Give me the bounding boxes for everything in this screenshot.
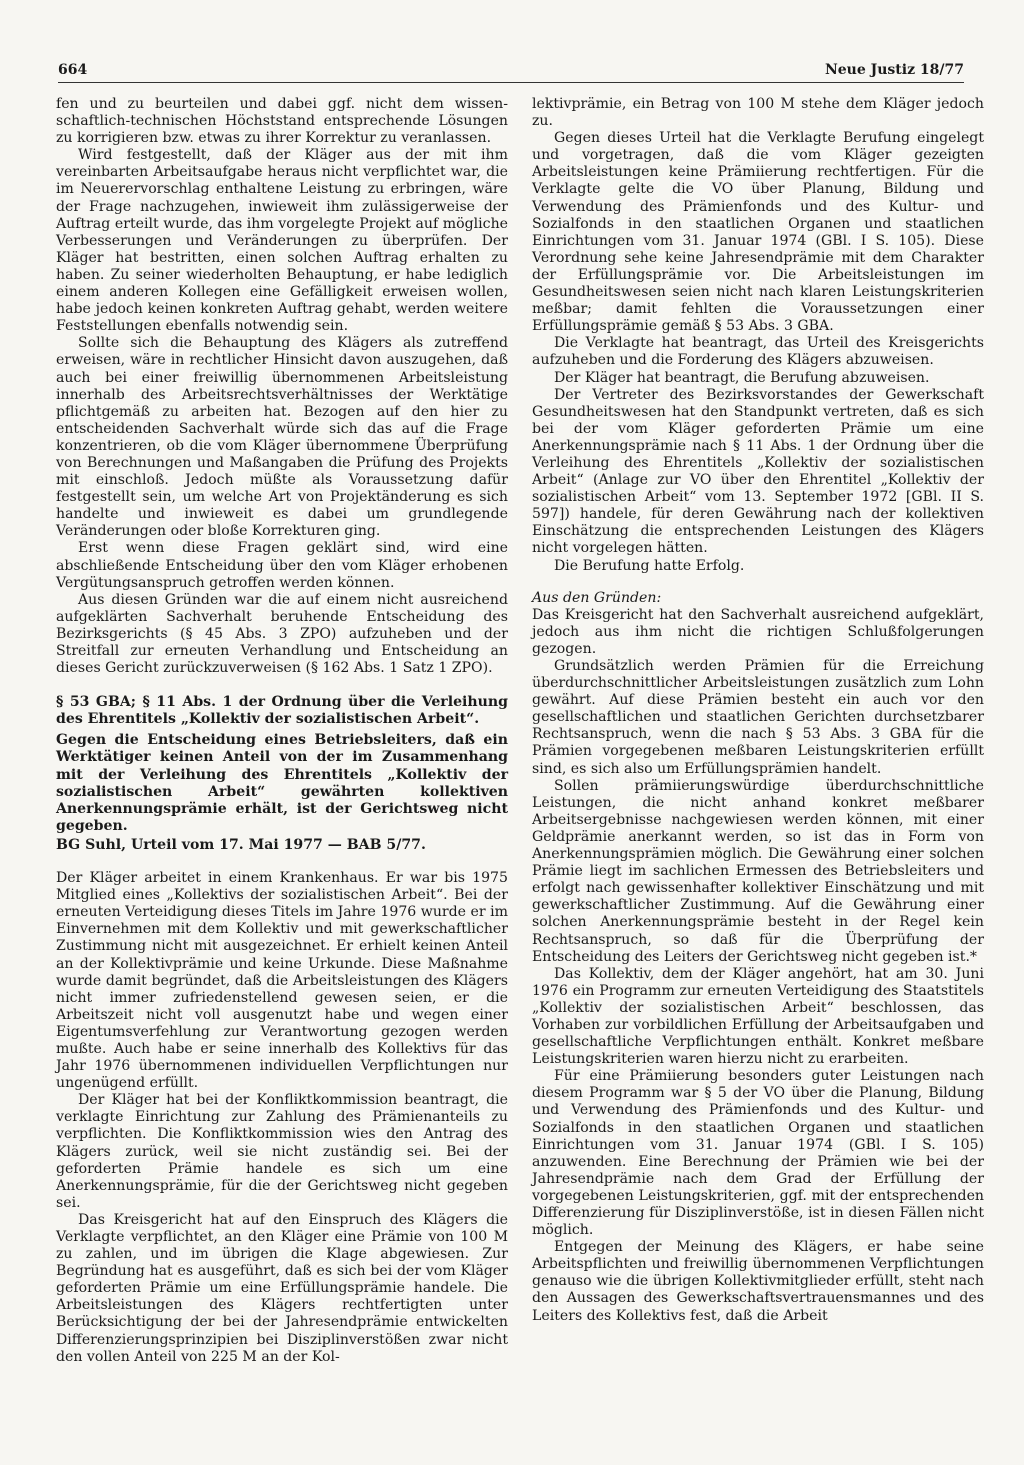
paragraph: Entgegen der Meinung des Klägers, er habe seine Arbeitspflichten und freiwillig übernommenen Verpflichtungen genauso wie die übrigen Kollektivmitglieder erfüllt, steht nach den Aussagen des Gewerkschaftsvertrauensmannes und des Leiters des Kollektivs fest, daß die Arbeit: [532, 1239, 984, 1324]
left-column: [56, 96, 508, 1366]
paragraph: Das Kreisgericht hat den Sachverhalt ausreichend aufgeklärt, jedoch aus ihm nicht die richtigen Schlußfolgerungen gezogen.: [532, 606, 984, 657]
section-heading: Aus den Gründen:: [532, 589, 662, 606]
paragraph: Wird festgestellt, daß der Kläger aus der mit ihm vereinbarten Arbeitsaufgabe heraus nicht verpflichtet war, die im Neuerervorschlag enthaltene Leistung zu erbringen, wäre der Frage nachzugehen, inwieweit ihm zulässigerweise der Auftrag erteilt wurde, das ihm vorgelegte Projekt auf mögliche Verbesserungen und Veränderungen zu überprüfen. Der Kläger hat bestritten, einen solchen Auftrag erhalten zu haben. Zu seiner wiederholten Behauptung, er habe lediglich einem anderen Kollegen eine Gefälligkeit erweisen wollen, habe jedoch keinen konkreten Auftrag gehabt, werden weitere Feststellungen ebenfalls notwendig sein.: [56, 147, 508, 335]
page-header: [58, 62, 964, 83]
headnote-text: Gegen die Entscheidung eines Betriebsleiters, daß ein Werktätiger keinen Anteil von der im Zusammenhang mit der Verleihung des Ehrentitels „Kollektiv der sozialistischen Arbeit“ gewährten kollektiven Anerkennungsprämie erhält, ist der Gerichtsweg nicht gegeben.: [56, 732, 508, 834]
paragraph: Der Vertreter des Bezirksvorstandes der Gewerkschaft Gesundheitswesen hat den Standpunkt vertreten, daß es sich bei der vom Kläger geforderten Prämie um eine Anerkennungsprämie nach § 11 Abs. 1 der Ordnung über die Verleihung des Ehrentitels „Kollektiv der sozialistischen Arbeit“ (Anlage zur VO über den Ehrentitel „Kollektiv der sozialistischen Arbeit“ vom 13. September 1972 [GBl. II S. 597]) handele, für deren Gewährung nach der kollektiven Einschätzung die entsprechenden Leistungen des Klägers nicht vorgelegen hätten.: [532, 386, 984, 557]
right-column: [532, 96, 984, 1325]
paragraph: Grundsätzlich werden Prämien für die Erreichung überdurchschnittlicher Arbeitsleistungen zusätzlich zum Lohn gewährt. Auf diese Prämien besteht ein auch vor den gesellschaftlichen und staatlichen Gerichten durchsetzbarer Rechtsanspruch, wenn die nach § 53 Abs. 3 GBA für die Prämien vorgegebenen meßbaren Leistungskriterien erfüllt sind, es sich also um Erfüllungsprämien handelt.: [532, 658, 984, 777]
paragraph: Das Kollektiv, dem der Kläger angehört, hat am 30. Juni 1976 ein Programm zur erneuten Verteidigung des Staatstitels „Kollektiv der sozialistischen Arbeit“ beschlossen, das Vorhaben zur vorbildlichen Erfüllung der Arbeitsaufgaben und gesellschaftliche Verpflichtungen enthält. Konkret meßbare Leistungskriterien waren hierzu nicht zu erarbeiten.: [532, 965, 984, 1068]
headnote-title: § 53 GBA; § 11 Abs. 1 der Ordnung über die Verleihung des Ehrentitels „Kollektiv der sozialistischen Arbeit“.: [56, 694, 508, 728]
paragraph: Aus diesen Gründen war die auf einem nicht ausreichend aufgeklärten Sachverhalt beruhende Entscheidung des Bezirksgerichts (§ 45 Abs. 3 ZPO) aufzuheben und der Streitfall zur erneuten Verhandlung und Entscheidung an dieses Gericht zurückzuverweisen (§ 162 Abs. 1 Satz 1 ZPO).: [56, 591, 508, 677]
page-number: 664: [58, 62, 88, 78]
paragraph: Der Kläger hat beantragt, die Berufung abzuweisen.: [554, 369, 930, 386]
case-citation: BG Suhl, Urteil vom 17. Mai 1977 — BAB 5/77.: [56, 836, 426, 853]
paragraph: Die Berufung hatte Erfolg.: [554, 557, 745, 574]
paragraph: Sollen prämiierungswürdige überdurchschnittliche Leistungen, die nicht anhand konkret meßbarer Arbeitsergebnisse nachgewiesen werden können, mit einer Geldprämie anerkannt werden, so ist das in Form von Anerkennungsprämien möglich. Die Gewährung einer solchen Prämie liegt im sachlichen Ermessen des Betriebsleiters und erfolgt nach gewissenhafter kollektiver Einschätzung und mit gewerkschaftlicher Zustimmung. Auf die Gewährung einer solchen Anerkennungsprämie besteht in der Regel kein Rechtsanspruch, so daß für die Überprüfung der Entscheidung des Leiters der Gerichtsweg nicht gegeben ist.*: [532, 777, 984, 965]
paragraph: Sollte sich die Behauptung des Klägers als zutreffend erweisen, wäre in rechtlicher Hinsicht davon auszugehen, daß auch bei einer freiwillig übernommenen Arbeitsleistung innerhalb des Arbeitsrechtsverhältnisses der Werktätige pflichtgemäß zu arbeiten hat. Bezogen auf den hier zu entscheidenden Sachverhalt würde sich das auf die Frage konzentrieren, ob die vom Kläger übernommene Überprüfung von Berechnungen und Maßangaben die Prüfung des Projekts mit einschloß. Jedoch müßte als Voraussetzung dafür festgestellt sein, um welche Art von Projektänderung es sich handelte und inwieweit es dabei um grundlegende Veränderungen oder bloße Korrekturen ging.: [56, 335, 508, 540]
journal-title: Neue Justiz 18/77: [824, 62, 964, 78]
paragraph: Für eine Prämiierung besonders guter Leistungen nach diesem Programm war § 5 der VO über die Planung, Bildung und Verwendung des Prämienfonds und des Kultur- und Sozialfonds in den staatlichen Organen und staatlichen Einrichtungen vom 31. Januar 1974 (GBl. I S. 105) anzuwenden. Eine Berechnung der Prämien wie bei der Jahresendprämie nach dem Grad der Erfüllung der vorgegebenen Leistungskriterien, ggf. mit der entsprechenden Differenzierung für Disziplinverstöße, ist in diesen Fällen nicht möglich.: [532, 1068, 984, 1239]
paragraph: fen und zu beurteilen und dabei ggf. nicht dem wissen-schaftlich-technischen Höchststand entsprechende Lösungen zu korrigieren bzw. etwas zu ihrer Korrektur zu veranlassen.: [56, 96, 508, 147]
paragraph: Der Kläger hat bei der Konfliktkommission beantragt, die verklagte Einrichtung zur Zahlung des Prämienanteils zu verpflichten. Die Konfliktkommission wies den Antrag des Klägers zurück, weil sie nicht zuständig sei. Bei der geforderten Prämie handele es sich um eine Anerkennungsprämie, für die der Gerichtsweg nicht gegeben sei.: [56, 1092, 508, 1211]
paragraph: Gegen dieses Urteil hat die Verklagte Berufung eingelegt und vorgetragen, daß die vom Kläger gezeigten Arbeitsleistungen keine Prämiierung rechtfertigen. Für die Verklagte gelte die VO über Planung, Bildung und Verwendung des Prämienfonds und des Kultur- und Sozialfonds in den staatlichen Organen und staatlichen Einrichtungen vom 31. Januar 1974 (GBl. I S. 105). Diese Verordnung sehe keine Jahresendprämie mit dem Charakter der Erfüllungsprämie vor. Die Arbeitsleistungen im Gesundheitswesen seien nicht nach klaren Leistungskriterien meßbar; damit fehlten die Voraussetzungen einer Erfüllungsprämie gemäß § 53 Abs. 3 GBA.: [532, 130, 984, 335]
paragraph: lektivprämie, ein Betrag von 100 M stehe dem Kläger jedoch zu.: [532, 96, 984, 130]
paragraph: Die Verklagte hat beantragt, das Urteil des Kreisgerichts aufzuheben und die Forderung des Klägers abzuweisen.: [532, 335, 984, 369]
paragraph: Das Kreisgericht hat auf den Einspruch des Klägers die Verklagte verpflichtet, an den Kläger eine Prämie von 100 M zu zahlen, und im übrigen die Klage abgewiesen. Zur Begründung hat es ausgeführt, daß es sich bei der vom Kläger geforderten Prämie um eine Erfüllungsprämie handele. Die Arbeitsleistungen des Klägers rechtfertigten unter Berücksichtigung der bei der Jahresendprämie entwickelten Differenzierungsprinzipien bei Disziplinverstößen zwar nicht den vollen Anteil von 225 M an der Kol-: [56, 1211, 508, 1365]
paragraph: Erst wenn diese Fragen geklärt sind, wird eine abschließende Entscheidung über den vom Kläger erhobenen Vergütungsanspruch getroffen werden können.: [56, 540, 508, 591]
paragraph: Der Kläger arbeitet in einem Krankenhaus. Er war bis 1975 Mitglied eines „Kollektivs der sozialistischen Arbeit“. Bei der erneuten Verteidigung dieses Titels im Jahre 1976 wurde er im Einvernehmen mit dem Kollektiv und mit gewerkschaftlicher Zustimmung nicht mit ausgezeichnet. Er erhielt keinen Anteil an der Kollektivprämie und keine Urkunde. Diese Maßnahme wurde damit begründet, daß die Arbeitsleistungen des Klägers nicht immer zufriedenstellend gewesen seien, er die Arbeitszeit nicht voll ausgenutzt habe und wegen einer Eigentumsverfehlung zur Verantwortung gezogen werden mußte. Auch habe er seine innerhalb des Kollektivs für das Jahr 1976 übernommenen individuellen Verpflichtungen nur ungenügend erfüllt.: [56, 870, 508, 1092]
